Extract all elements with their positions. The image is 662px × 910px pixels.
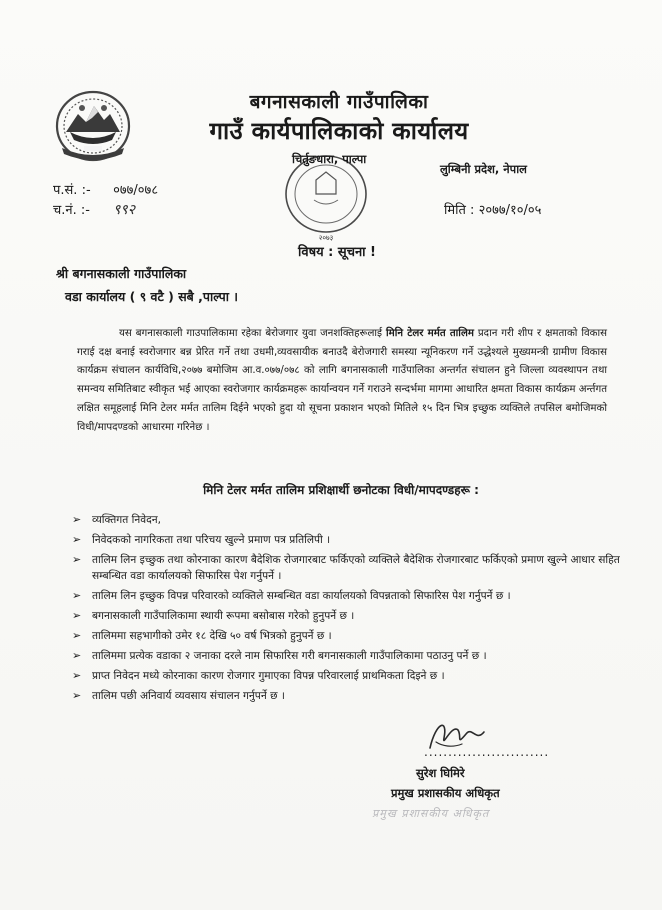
cn-value: ९९२ (113, 202, 135, 218)
date-label: मिति : (444, 203, 475, 218)
list-item: ➢ तालिममा प्रत्येक वडाका २ जनाका दरले नाम सिफारिस गरी बगनासकाली गाउँपालिकामा पठाउनु पर्ने छ । (72, 649, 487, 662)
list-item: ➢ तालिम पछी अनिवार्य व्यवसाय संचालन गर्नुपर्ने छ । (72, 689, 285, 702)
reference-cn (53, 200, 135, 219)
body-highlight: मिनि टेलर मर्मत तालिम (385, 328, 474, 339)
faint-title-stamp: प्रमुख प्रशासकीय अधिकृत (372, 807, 490, 820)
list-item: ➢ तालिम लिन इच्छुक तथा कोरनाका कारण बैदेशिक रोजगारबाट फर्किएको व्यक्तिले बैदेशिक रोजगारबाट फर्किएको प्रमाण खुल्ने आधार सहित सम्बन्धित वडा कार्यालयको सिफारिस पेश गर्नुपर्ने । (72, 553, 620, 582)
arrow-bullet-icon: ➢ (72, 533, 82, 546)
addressee-line-2: वडा कार्यालय ( ९ वटै ) सबै ,पाल्पा । (65, 289, 239, 304)
address-location: चिर्तुङधारा, पाल्पा (292, 152, 367, 166)
list-item: ➢ प्राप्त निवेदन मध्ये कोरनाका कारण रोजगार गुमाएका विपन्न परिवारलाई प्राथमिकता दिइने छ । (72, 669, 445, 682)
cn-label: च.नं. :- (53, 203, 90, 218)
office-name: गाउँ कार्यपालिकाको कार्यालय (209, 117, 469, 145)
notice-body (77, 325, 607, 437)
date-line (444, 200, 541, 218)
reference-ps (53, 180, 158, 198)
signer-title: प्रमुख प्रशासकीय अधिकृत (391, 786, 500, 800)
addressee-line-1: श्री बगनासकाली गाउँपालिका (56, 266, 187, 281)
arrow-bullet-icon: ➢ (72, 669, 82, 682)
arrow-bullet-icon: ➢ (72, 609, 82, 622)
arrow-bullet-icon: ➢ (72, 553, 82, 566)
ps-label: प.सं. :- (53, 183, 91, 198)
body-part-1: यस बगनासकाली गाउपालिकामा रहेका बेरोजगार युवा जनशक्तिहरूलाई (119, 328, 383, 339)
address-province: लुम्बिनी प्रदेश, नेपाल (440, 162, 527, 176)
signer-name: सुरेश घिमिरे (416, 766, 465, 780)
signature-line: .......................... (424, 745, 550, 759)
arrow-bullet-icon: ➢ (72, 513, 82, 526)
subject-line: विषय : सूचना ! (298, 245, 376, 260)
arrow-bullet-icon: ➢ (72, 589, 82, 602)
body-part-2: प्रदान गरी शीप र क्षमताको विकास गराई दक्ष बनाई स्वरोजगार बन्न प्रेरित गर्ने तथा उधमी,व्यवसायीक बनाउदै बेरोजगारी समस्या न्यूनिकरण गर्ने उद्धेश्यले मुख्यमन्त्री ग्रामीण विकास कार्यक्रम संचालन कार्यविधि,२०७७ बमोजिम आ.व.०७७/०७८ को लागि बगनासकाली गाउँपालिका अन्तर्गत संचालन हुने जिल्ला व्यवस्थापन तथा समन्वय समितिबाट स्वीकृत भई आएका स्वरोजगार कार्यक्रमहरू कार्यान्वयन गर्ने गराउने सन्दर्भमा मागमा आधारित क्षमता विकास कार्यक्रम अर्न्तगत लक्षित समूहलाई मिनि टेलर मर्मत तालिम दिईने भएको हुदा यो सूचना प्रकाशन भएको मितिले १५ दिन भित्र इच्छुक व्यक्तिले तपसिल बमोजिमको विधी/मापदण्डको आधारमा गरिनेछ । (77, 328, 607, 433)
list-item: ➢ तालिममा सहभागीको उमेर १८ देखि ५० वर्ष भित्रको हुनुपर्ने छ । (72, 629, 332, 642)
date-value: २०७७/१०/०५ (478, 203, 542, 218)
list-item: ➢ निवेदकको नागरिकता तथा परिचय खुल्ने प्रमाण पत्र प्रतिलिपी । (72, 533, 331, 546)
list-item: ➢ तालिम लिन इच्छुक विपन्न परिवारको व्यक्तिले सम्बन्धित वडा कार्यालयको विपन्नताको सिफारिस पेश गर्नुपर्ने छ । (72, 589, 511, 602)
arrow-bullet-icon: ➢ (72, 629, 82, 642)
criteria-list (72, 512, 632, 708)
arrow-bullet-icon: ➢ (72, 649, 82, 662)
list-item: ➢ बगनासकाली गाउँपालिकामा स्थायी रूपमा बसोबास गरेको हुनुपर्ने छ । (72, 609, 355, 622)
stamp-year: २०७३ (318, 234, 334, 242)
arrow-bullet-icon: ➢ (72, 689, 82, 702)
ps-value: ०७७/०७८ (113, 183, 159, 198)
organization-name: बगनासकाली गाउँपालिका (249, 91, 429, 113)
list-item: ➢ व्यक्तिगत निवेदन, (72, 513, 161, 526)
criteria-title: मिनि टेलर मर्मत तालिम प्रशिक्षार्थी छनोटका विधी/मापदण्डहरू : (203, 483, 479, 497)
